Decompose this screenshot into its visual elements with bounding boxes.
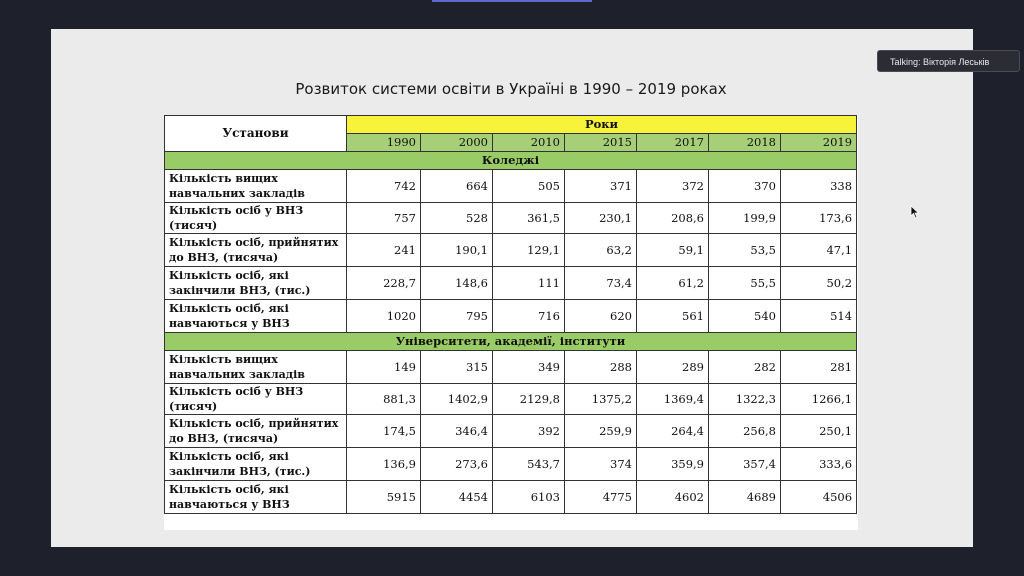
table-cell: 259,9 [565,415,637,448]
table-cell: 256,8 [709,415,781,448]
table-cell: 59,1 [637,234,709,267]
table-cell: 228,7 [347,267,421,300]
year-header-2018: 2018 [709,134,781,152]
table-cell: 61,2 [637,267,709,300]
table-row [165,170,857,203]
row-label: Кількість осіб, які навчаються у ВНЗ [165,481,347,514]
table-cell: 250,1 [781,415,857,448]
table-cell: 357,4 [709,448,781,481]
table-cell: 63,2 [565,234,637,267]
table-cell: 1402,9 [421,384,493,415]
table-cell: 543,7 [493,448,565,481]
table-row [165,351,857,384]
row-label: Кількість осіб у ВНЗ (тисяч) [165,384,347,415]
table-row [165,384,857,415]
table-cell: 881,3 [347,384,421,415]
table-cell: 241 [347,234,421,267]
table-cell: 620 [565,300,637,333]
table-cell: 4454 [421,481,493,514]
table-cell: 289 [637,351,709,384]
table-cell: 338 [781,170,857,203]
table-cell: 264,4 [637,415,709,448]
table-row [165,267,857,300]
table-cell: 174,5 [347,415,421,448]
table-cell: 53,5 [709,234,781,267]
table-cell: 742 [347,170,421,203]
talking-indicator: Talking: Вікторія Леськів [877,50,1020,72]
row-label: Кількість вищих навчальних закладів [165,351,347,384]
table-cell: 561 [637,300,709,333]
top-accent-bar [432,0,592,2]
table-cell: 230,1 [565,203,637,234]
table-cell: 359,9 [637,448,709,481]
table-cell: 1375,2 [565,384,637,415]
table-row [165,481,857,514]
table-cell: 346,4 [421,415,493,448]
row-label: Кількість осіб, які закінчили ВНЗ, (тис.) [165,267,347,300]
table-cell: 514 [781,300,857,333]
table-cell: 190,1 [421,234,493,267]
table-cell: 2129,8 [493,384,565,415]
table-cell: 1020 [347,300,421,333]
table-cell: 1369,4 [637,384,709,415]
table-body [165,152,857,514]
table-cell: 392 [493,415,565,448]
table-cell: 111 [493,267,565,300]
table-cell: 288 [565,351,637,384]
year-header-2015: 2015 [565,134,637,152]
table-cell: 315 [421,351,493,384]
table-cell: 372 [637,170,709,203]
row-label: Кількість вищих навчальних закладів [165,170,347,203]
table-cell: 199,9 [709,203,781,234]
table-cell: 1322,3 [709,384,781,415]
row-label: Кількість осіб, прийнятих до ВНЗ, (тисяча) [165,415,347,448]
table-cell: 149 [347,351,421,384]
table-row [165,300,857,333]
table-cell: 757 [347,203,421,234]
table-cell: 273,6 [421,448,493,481]
table-row [165,203,857,234]
years-header: Роки [347,116,857,134]
section-row [165,152,857,170]
row-label: Кількість осіб, які навчаються у ВНЗ [165,300,347,333]
table-cell: 664 [421,170,493,203]
table-cell: 528 [421,203,493,234]
table-cell: 73,4 [565,267,637,300]
table-cell: 371 [565,170,637,203]
table-cell: 795 [421,300,493,333]
table-cell: 282 [709,351,781,384]
institutions-header: Установи [165,116,347,152]
table-row [165,234,857,267]
table-cell: 4506 [781,481,857,514]
table-cell: 716 [493,300,565,333]
table-cell: 148,6 [421,267,493,300]
section-title: Коледжі [165,152,857,170]
education-table-container [164,115,858,530]
table-cell: 333,6 [781,448,857,481]
table-cell: 349 [493,351,565,384]
year-header-1990: 1990 [347,134,421,152]
education-table [164,115,857,514]
slide-title [0,80,1024,98]
table-cell: 136,9 [347,448,421,481]
table-cell: 370 [709,170,781,203]
table-cell: 540 [709,300,781,333]
table-cell: 47,1 [781,234,857,267]
section-row [165,333,857,351]
table-row [165,415,857,448]
table-cell: 4602 [637,481,709,514]
table-cell: 374 [565,448,637,481]
year-header-2010: 2010 [493,134,565,152]
row-label: Кількість осіб, які закінчили ВНЗ, (тис.) [165,448,347,481]
table-cell: 281 [781,351,857,384]
year-header-2000: 2000 [421,134,493,152]
table-cell: 1266,1 [781,384,857,415]
year-header-2017: 2017 [637,134,709,152]
slide-title-text: Розвиток системи освіти в Україні в 1990 – 2019 роках [295,80,727,98]
table-cell: 6103 [493,481,565,514]
mouse-pointer-icon [910,205,920,219]
table-cell: 55,5 [709,267,781,300]
row-label: Кількість осіб у ВНЗ (тисяч) [165,203,347,234]
table-cell: 505 [493,170,565,203]
table-cell: 129,1 [493,234,565,267]
table-cell: 208,6 [637,203,709,234]
table-cell: 4689 [709,481,781,514]
table-row [165,448,857,481]
row-label: Кількість осіб, прийнятих до ВНЗ, (тисяча) [165,234,347,267]
table-cell: 173,6 [781,203,857,234]
table-cell: 5915 [347,481,421,514]
table-cell: 50,2 [781,267,857,300]
table-cell: 4775 [565,481,637,514]
year-header-2019: 2019 [781,134,857,152]
section-title: Університети, академії, інститути [165,333,857,351]
table-cell: 361,5 [493,203,565,234]
